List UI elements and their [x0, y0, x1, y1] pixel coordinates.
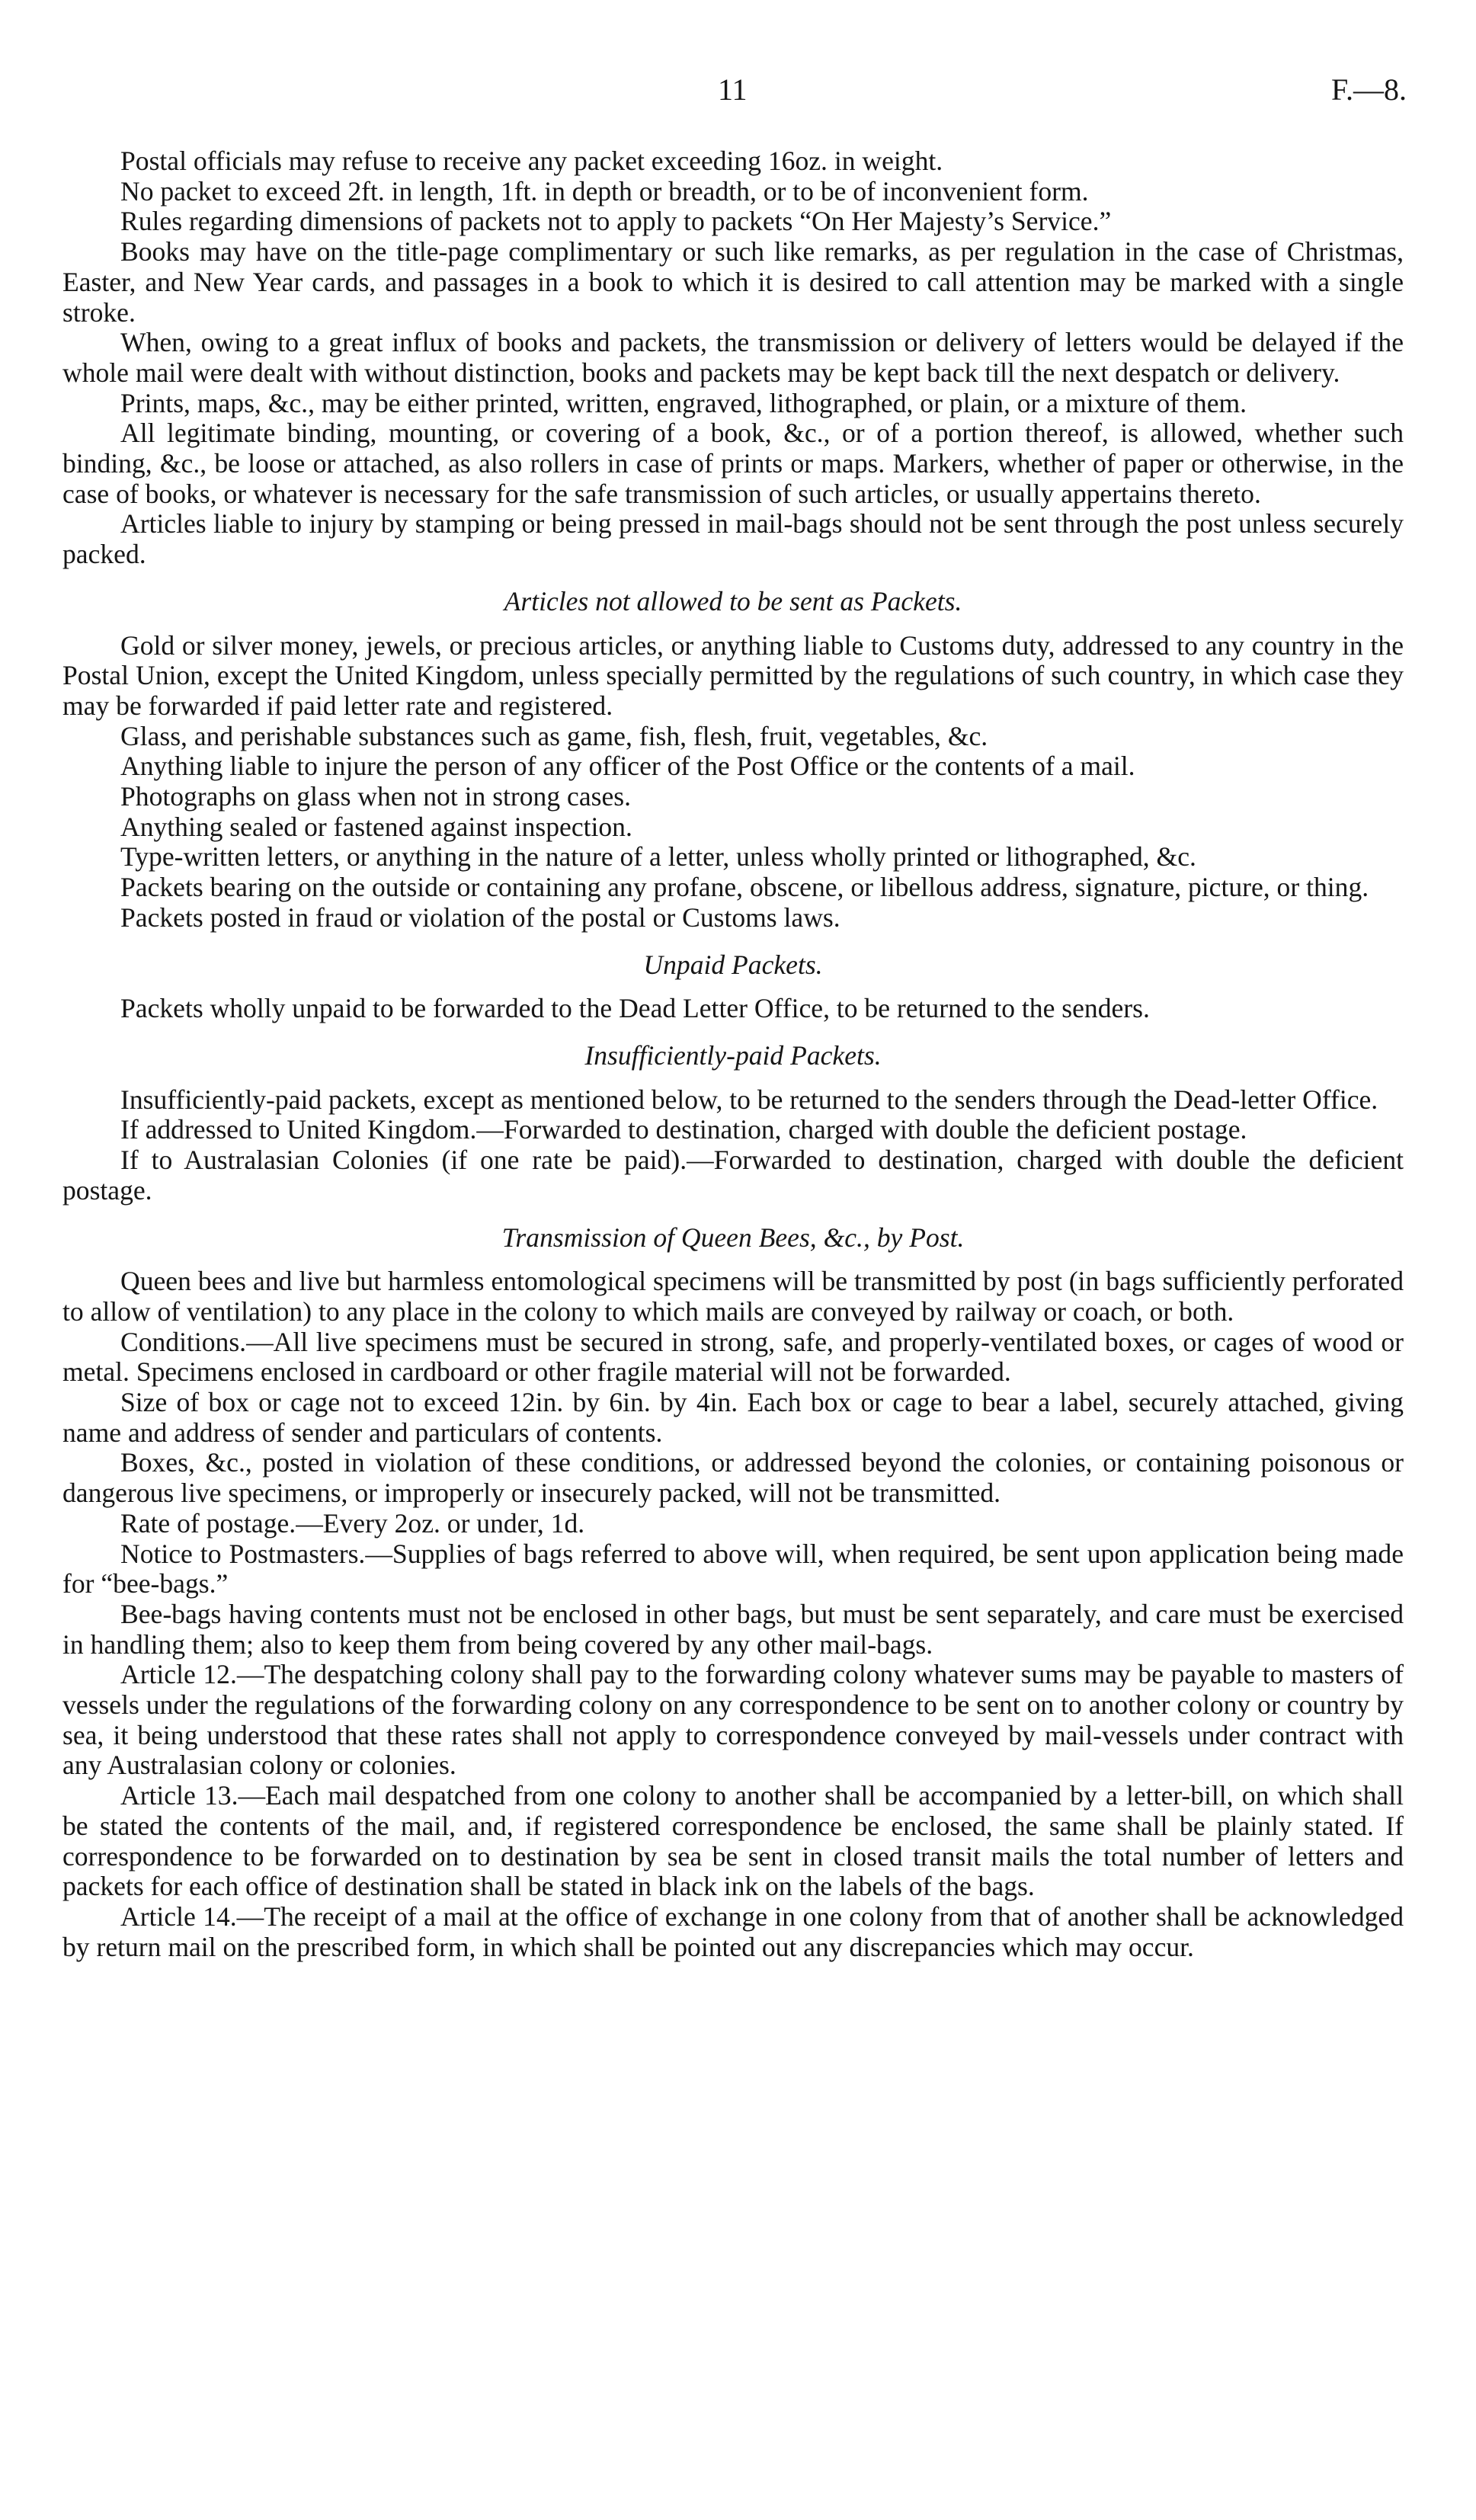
- section-heading: Transmission of Queen Bees, &c., by Post.: [501, 1222, 965, 1253]
- paragraph: Type-written letters, or anything in the nature of a letter, unless wholly printed or lithographed, &c.: [120, 841, 1196, 873]
- paragraph: Prints, maps, &c., may be either printed, written, engraved, lithographed, or plain, or a mixture of them.: [120, 387, 1247, 418]
- paragraph: Notice to Postmasters.—Supplies of bags referred to above will, when required, be sent upon application being made for “bee-bags.”: [62, 1538, 1404, 1599]
- section-heading: Articles not allowed to be sent as Packets.: [504, 585, 962, 616]
- section-heading: Insufficiently-paid Packets.: [584, 1039, 882, 1071]
- paragraph: Article 13.—Each mail despatched from one colony to another shall be accompanied by a letter-bill, on which shall be stated the contents of the mail, and, if registered correspondence be enclosed, the same shall be plainly stated. If correspondence to be forwarded on to destination by sea be sent in closed transit mails the total number of letters and packets for each office of destination shall be stated in black ink on the labels of the bags.: [62, 1780, 1404, 1902]
- paragraph: Packets wholly unpaid to be forwarded to the Dead Letter Office, to be returned to the senders.: [120, 993, 1150, 1024]
- paragraph: Boxes, &c., posted in violation of these conditions, or addressed beyond the colonies, or containing poisonous or dangerous live specimens, or improperly or insecurely packed, will not be transmitted.: [62, 1447, 1404, 1509]
- paragraph: Insufficiently-paid packets, except as mentioned below, to be returned to the senders through the Dead-letter Office.: [120, 1084, 1378, 1115]
- paragraph: If to Australasian Colonies (if one rate be paid).—Forwarded to destination, charged with double the deficient postage.: [62, 1145, 1404, 1206]
- paragraph: Gold or silver money, jewels, or precious articles, or anything liable to Customs duty, addressed to any country in the Postal Union, except the United Kingdom, unless specially permitted by the regulations of such country, in which case they may be forwarded if paid letter rate and registered.: [62, 629, 1404, 721]
- paragraph: Conditions.—All live specimens must be secured in strong, safe, and properly-ventilated boxes, or cages of wood or metal. Specimens enclosed in cardboard or other fragile material will not be forwarded.: [62, 1326, 1404, 1388]
- paragraph: All legitimate binding, mounting, or covering of a book, &c., or of a portion thereof, is allowed, whether such binding, &c., be loose or attached, as also rollers in case of prints or maps. Markers, whether of paper or otherwise, in the case of books, or whatever is necessary for the safe transmission of such articles, or usually appertains thereto.: [62, 418, 1404, 509]
- document-reference: F.—8.: [1330, 72, 1407, 107]
- paragraph: Glass, and perishable substances such as game, fish, flesh, fruit, vegetables, &c.: [120, 720, 988, 751]
- paragraph: If addressed to United Kingdom.—Forwarded to destination, charged with double the deficient postage.: [120, 1114, 1247, 1145]
- paragraph: Queen bees and live but harmless entomological specimens will be transmitted by post (in bags sufficiently perforated to allow of ventilation) to any place in the colony to which mails are conveyed by railway or coach, or both.: [62, 1266, 1404, 1327]
- paragraph: Photographs on glass when not in strong cases.: [120, 781, 631, 812]
- paragraph: Article 12.—The despatching colony shall pay to the forwarding colony whatever sums may be payable to masters of vessels under the regulations of the forwarding colony on any correspondence to be sent on to another colony or country by sea, it being understood that these rates shall not apply to correspondence conveyed by mail-vessels under contract with any Australasian colony or colonies.: [62, 1659, 1404, 1781]
- paragraph: Packets posted in fraud or violation of the postal or Customs laws.: [120, 901, 840, 933]
- paragraph: Articles liable to injury by stamping or being pressed in mail-bags should not be sent through the post unless securely packed.: [62, 508, 1404, 570]
- section-heading: Unpaid Packets.: [643, 949, 823, 980]
- paragraph: Bee-bags having contents must not be enclosed in other bags, but must be sent separately, and care must be exercised in handling them; also to keep them from being covered by any other mail-bags.: [62, 1598, 1404, 1660]
- page-header: [62, 72, 1407, 117]
- paragraph: Anything liable to injure the person of any officer of the Post Office or the contents of a mail.: [120, 751, 1135, 782]
- paragraph: Size of box or cage not to exceed 12in. by 6in. by 4in. Each box or cage to bear a label, securely attached, giving name and address of sender and particulars of contents.: [62, 1387, 1404, 1448]
- page-number: 11: [718, 72, 748, 107]
- paragraph: No packet to exceed 2ft. in length, 1ft. in depth or breadth, or to be of inconvenient form.: [120, 175, 1089, 207]
- paragraph: Anything sealed or fastened against inspection.: [120, 811, 632, 842]
- paragraph: Rate of postage.—Every 2oz. or under, 1d.: [120, 1507, 585, 1539]
- paragraph: Packets bearing on the outside or containing any profane, obscene, or libellous address, signature, picture, or thing.: [120, 872, 1369, 903]
- paragraph: Postal officials may refuse to receive any packet exceeding 16oz. in weight.: [120, 146, 943, 176]
- body-text: [62, 146, 1404, 1962]
- paragraph: Rules regarding dimensions of packets not to apply to packets “On Her Majesty’s Service.”: [120, 206, 1112, 237]
- paragraph: Books may have on the title-page complimentary or such like remarks, as per regulation in the case of Christmas, Easter, and New Year cards, and passages in a book to which it is desired to call attention may be marked with a single stroke.: [62, 236, 1404, 328]
- paragraph: Article 14.—The receipt of a mail at the office of exchange in one colony from that of another shall be acknowledged by return mail on the prescribed form, in which shall be pointed out any discrepancies which may occur.: [62, 1900, 1404, 1962]
- paragraph: When, owing to a great influx of books and packets, the transmission or delivery of letters would be delayed if the whole mail were dealt with without distinction, books and packets may be kept back till the next despatch or delivery.: [62, 327, 1404, 388]
